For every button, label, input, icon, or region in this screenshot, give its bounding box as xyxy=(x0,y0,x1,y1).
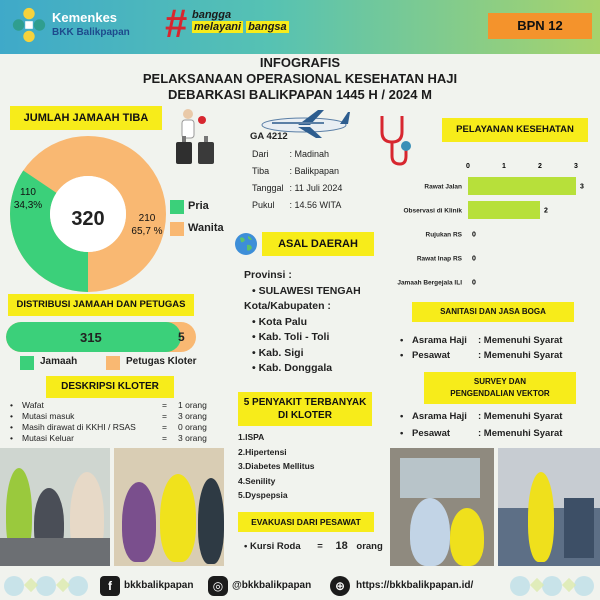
wanita-count: 210 xyxy=(138,213,156,224)
x-tick-label: 3 xyxy=(574,163,578,170)
legend-swatch-jamaah xyxy=(20,356,34,370)
photo-wheelchair xyxy=(114,448,224,566)
flight-value: : Madinah xyxy=(289,149,330,159)
provinsi-label: Provinsi : xyxy=(244,269,292,281)
category-label: Rawat Jalan xyxy=(424,183,462,191)
slogan-line: bangsa xyxy=(248,21,287,33)
evacuation-title: EVAKUASI DARI PESAWAT xyxy=(238,512,374,532)
health-services-chart xyxy=(388,162,592,294)
evacuation-unit: orang xyxy=(356,541,383,552)
flight-key: Tiba xyxy=(252,166,270,176)
flight-row xyxy=(252,147,346,162)
flight-row xyxy=(252,164,346,179)
disease-list xyxy=(238,430,315,503)
origin-title: ASAL DAERAH xyxy=(262,232,374,256)
legend-label-petugas: Petugas Kloter xyxy=(126,356,197,367)
category-label: Rawat Inap RS xyxy=(416,255,462,263)
jamaah-count: 315 xyxy=(80,330,102,345)
flight-info-table xyxy=(250,145,348,215)
flight-key: Pukul xyxy=(252,200,275,210)
evacuation-sep: = xyxy=(317,541,323,552)
disease-item: 3.Diabetes Mellitus xyxy=(238,461,315,471)
kota-name: Kab. Sigi xyxy=(258,346,304,359)
survey-row: • Pesawat : Memenuhi Syarat xyxy=(400,428,563,439)
legend-swatch-petugas xyxy=(106,356,120,370)
facebook-icon[interactable]: f xyxy=(100,576,120,596)
disease-title-line: 5 PENYAKIT TERBANYAK xyxy=(243,397,367,408)
pilgrim-luggage-icon xyxy=(172,106,222,168)
kloter-row-value: 3 orang xyxy=(178,433,207,443)
flight-value: : 14.56 WITA xyxy=(289,200,342,210)
arrivals-title: JUMLAH JAMAAH TIBA xyxy=(10,106,162,130)
kota-item: • Kab. Sigi xyxy=(252,346,304,359)
kloter-row-value: 1 orang xyxy=(178,400,207,410)
sanitasi-title: SANITASI DAN JASA BOGA xyxy=(412,302,574,322)
sanitasi-row: • Asrama Haji : Memenuhi Syarat xyxy=(400,335,563,346)
x-tick-label: 1 xyxy=(502,163,506,170)
disease-item: 5.Dyspepsia xyxy=(238,490,288,500)
wanita-percent: 65,7 % xyxy=(131,226,163,237)
evacuation-value: 18 xyxy=(335,540,348,552)
kloter-row-sep: = xyxy=(162,411,167,421)
survey-title-line: PENGENDALIAN VEKTOR xyxy=(450,389,550,398)
kota-name: Kota Palu xyxy=(258,315,308,328)
kota-name: Kab. Donggala xyxy=(258,362,333,374)
kota-item: • Kab. Donggala xyxy=(252,362,333,374)
kemenkes-logo-icon xyxy=(10,6,48,44)
survey-title-line: SURVEY DAN xyxy=(473,377,527,386)
kota-item: • Kota Palu xyxy=(252,315,308,328)
sanitasi-row: • Pesawat : Memenuhi Syarat xyxy=(400,350,563,361)
disease-name: Hipertensi xyxy=(245,446,287,457)
instagram-handle[interactable]: @bkkbalikpapan xyxy=(232,580,312,591)
legend-label-jamaah: Jamaah xyxy=(40,356,78,367)
kloter-row-label: Masih dirawat di KKHI / RSAS xyxy=(22,422,136,432)
kloter-row-sep: = xyxy=(162,433,167,443)
sanitasi-key: Asrama Haji xyxy=(412,335,467,346)
provinsi-name: SULAWESI TENGAH xyxy=(258,284,361,297)
stethoscope-icon xyxy=(376,112,412,168)
photo-medical-check xyxy=(0,448,110,566)
survey-key: Asrama Haji xyxy=(412,411,467,422)
title-line: PELAKSANAAN OPERASIONAL KESEHATAN HAJI xyxy=(142,71,458,86)
pria-label xyxy=(8,186,48,212)
globe-icon xyxy=(234,232,258,256)
evacuation-row: • Kursi Roda = 18 orang xyxy=(244,540,383,552)
survey-title xyxy=(424,372,576,404)
page-title xyxy=(0,55,600,103)
kloter-row-label: Mutasi masuk xyxy=(22,411,75,421)
survey-key: Pesawat xyxy=(412,428,451,439)
flight-value: : Balikpapan xyxy=(289,166,340,176)
photo-airport-gate xyxy=(390,448,494,566)
slogan xyxy=(192,9,289,33)
wanita-label xyxy=(124,212,170,238)
sanitasi-list xyxy=(400,334,596,364)
flight-row xyxy=(252,181,346,196)
bar-value-label: 3 xyxy=(580,183,584,191)
pria-percent: 34,3% xyxy=(13,200,43,211)
disease-item: 1.ISPA xyxy=(238,432,265,442)
survey-value: : Memenuhi Syarat xyxy=(478,428,563,439)
category-label: Observasi di Klinik xyxy=(403,207,462,215)
kloter-row-sep: = xyxy=(162,400,167,410)
bar-value-label: 0 xyxy=(472,279,476,287)
flight-key: Dari xyxy=(252,149,269,159)
kloter-row-label: Mutasi Keluar xyxy=(22,433,74,443)
disease-title xyxy=(238,392,372,426)
survey-value: : Memenuhi Syarat xyxy=(478,411,563,422)
website-link[interactable]: https://bkkbalikpapan.id/ xyxy=(356,580,474,591)
origin-body xyxy=(244,268,361,377)
bar-value-label: 0 xyxy=(472,231,476,239)
disease-name: ISPA xyxy=(245,432,265,442)
survey-list xyxy=(400,410,596,444)
kota-name: Kab. Toli - Toli xyxy=(258,331,330,343)
sanitasi-key: Pesawat xyxy=(412,350,451,361)
kloter-row-sep: = xyxy=(162,422,167,432)
kloter-row-value: 3 orang xyxy=(178,411,207,421)
flight-value: : 11 Juli 2024 xyxy=(289,183,343,193)
kloter-row: • Masih dirawat di KKHI / RSAS = 0 orang xyxy=(10,422,207,432)
x-tick-label: 2 xyxy=(538,163,542,170)
bar xyxy=(468,177,576,195)
disease-name: Dyspepsia xyxy=(245,490,288,500)
petugas-count: 5 xyxy=(178,330,185,344)
sanitasi-value: : Memenuhi Syarat xyxy=(478,335,563,346)
distribution-title: DISTRIBUSI JAMAAH DAN PETUGAS xyxy=(8,294,194,316)
survey-row: • Asrama Haji : Memenuhi Syarat xyxy=(400,411,563,422)
kloter-list xyxy=(10,400,216,444)
evacuation-label: Kursi Roda xyxy=(249,541,301,552)
title-line: DEBARKASI BALIKPAPAN 1445 H / 2024 M xyxy=(168,87,432,102)
photo-aircraft-cabin xyxy=(498,448,600,566)
disease-item: 4.Senility xyxy=(238,475,276,486)
disease-title-line: DI KLOTER xyxy=(278,410,332,421)
legend-label-wanita: Wanita xyxy=(188,222,224,234)
disease-name: Diabetes Mellitus xyxy=(245,461,315,471)
sanitasi-value: : Memenuhi Syarat xyxy=(478,350,563,361)
slogan-line: melayani xyxy=(194,21,242,33)
kota-item: • Kab. Toli - Toli xyxy=(252,331,330,343)
bar-value-label: 0 xyxy=(472,255,476,263)
slogan-line: bangga xyxy=(192,9,232,21)
arrivals-total: 320 xyxy=(71,208,105,230)
legend-swatch-wanita xyxy=(170,222,184,236)
kloter-row: • Wafat = 1 orang xyxy=(10,400,207,410)
bar xyxy=(468,201,540,219)
flight-code: GA 4212 xyxy=(250,131,288,142)
flight-row xyxy=(252,198,346,213)
kloter-row-value: 0 orang xyxy=(178,422,207,432)
kloter-code-badge: BPN 12 xyxy=(488,13,592,39)
brand-name: Kemenkes xyxy=(52,10,118,25)
kloter-row: • Mutasi Keluar = 3 orang xyxy=(10,433,207,443)
brand-subtitle: BKK Balikpapan xyxy=(52,27,130,38)
legend-swatch-pria xyxy=(170,200,184,214)
kloter-row: • Mutasi masuk = 3 orang xyxy=(10,411,207,421)
instagram-icon[interactable]: ◎ xyxy=(208,576,228,596)
legend-label-pria: Pria xyxy=(188,200,209,212)
x-tick-label: 0 xyxy=(466,163,470,170)
facebook-handle[interactable]: bkkbalikpapan xyxy=(124,580,194,591)
pria-count: 110 xyxy=(20,187,36,198)
title-line: INFOGRAFIS xyxy=(259,55,341,70)
hashtag-mark: # xyxy=(165,2,188,46)
globe-web-icon[interactable]: ⊕ xyxy=(330,576,350,596)
provinsi-value: • SULAWESI TENGAH xyxy=(252,284,361,297)
kota-label: Kota/Kabupaten : xyxy=(244,300,331,312)
flight-key: Tanggal xyxy=(252,183,284,193)
kloter-row-label: Wafat xyxy=(22,400,44,410)
kloter-title: DESKRIPSI KLOTER xyxy=(46,376,174,398)
health-title: PELAYANAN KESEHATAN xyxy=(442,118,588,142)
disease-name: Senility xyxy=(245,475,276,486)
bar-value-label: 2 xyxy=(544,207,548,215)
category-label: Jamaah Bergejala ILI xyxy=(397,279,462,287)
category-label: Rujukan RS xyxy=(425,231,462,239)
disease-item: 2.Hipertensi xyxy=(238,446,287,457)
